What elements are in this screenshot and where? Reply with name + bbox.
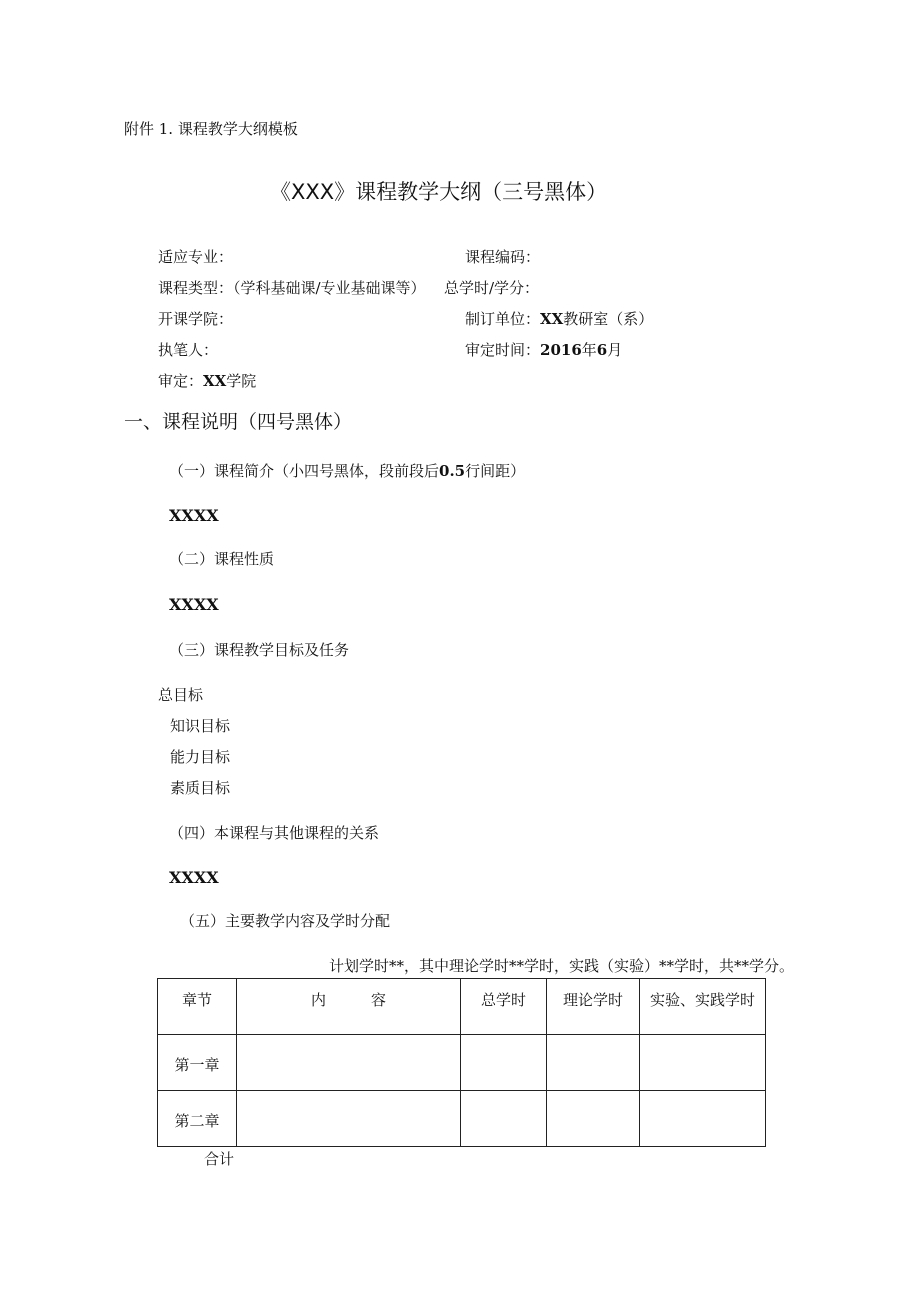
review-time-prefix: 审定时间：	[465, 341, 541, 359]
theory-cell	[547, 1091, 640, 1147]
info-major: 适应专业：	[158, 248, 234, 266]
chapter-cell: 第二章	[158, 1091, 237, 1147]
subsection-intro	[169, 464, 525, 479]
review-year-unit: 年	[581, 341, 597, 359]
schedule-table	[157, 978, 766, 1147]
approver-suffix: 学院	[226, 372, 257, 390]
theory-cell	[547, 1035, 640, 1091]
review-month-unit: 月	[607, 341, 623, 359]
section-heading: 一、课程说明（四号黑体）	[124, 411, 353, 433]
info-unit-prefix: 制订单位：	[465, 310, 541, 328]
sub1-bold: 0.5	[439, 462, 466, 480]
placeholder-text: XXXX	[169, 868, 219, 887]
info-course-type: 课程类型：（学科基础课/专业基础课等）	[158, 279, 426, 297]
table-row	[158, 1091, 766, 1147]
subsection-relations: （四）本课程与其他课程的关系	[169, 824, 380, 842]
header-total-hours: 总学时	[461, 979, 547, 1035]
info-hours-credits: 总学时/学分：	[444, 279, 540, 297]
approver-prefix: 审定：	[158, 372, 204, 390]
goal-total: 总目标	[158, 686, 204, 704]
plan-note: 计划学时**，其中理论学时**学时，实践（实验）**学时，共**学分。	[329, 957, 795, 975]
info-author: 执笔人：	[158, 341, 219, 359]
approver-bold: XX	[203, 372, 227, 390]
total-cell	[461, 1035, 547, 1091]
goal-knowledge: 知识目标	[170, 717, 231, 735]
table-header-row	[158, 979, 766, 1035]
info-approver	[158, 374, 256, 389]
attachment-label: 附件 1. 课程教学大纲模板	[124, 120, 298, 138]
sub1-suffix: 行间距）	[465, 462, 526, 480]
table-total-label: 合计	[204, 1150, 235, 1168]
total-cell	[461, 1091, 547, 1147]
page-title: 《XXX》课程教学大纲（三号黑体）	[270, 180, 608, 204]
review-month: 6	[596, 341, 608, 359]
info-course-code: 课程编码：	[465, 248, 541, 266]
goal-quality: 素质目标	[170, 779, 231, 797]
goal-ability: 能力目标	[170, 748, 231, 766]
subsection-content-hours: （五）主要教学内容及学时分配	[180, 912, 391, 930]
info-unit-bold: XX	[540, 310, 564, 328]
practice-cell	[640, 1035, 766, 1091]
subsection-goals: （三）课程教学目标及任务	[169, 641, 350, 659]
info-review-time	[465, 343, 622, 358]
placeholder-text: XXXX	[169, 595, 219, 614]
info-unit	[465, 312, 653, 327]
table-row	[158, 1035, 766, 1091]
chapter-cell: 第一章	[158, 1035, 237, 1091]
info-college: 开课学院：	[158, 310, 234, 328]
content-cell	[237, 1091, 461, 1147]
header-content: 内 容	[237, 979, 461, 1035]
content-cell	[237, 1035, 461, 1091]
header-chapter: 章节	[158, 979, 237, 1035]
info-unit-suffix: 教研室（系）	[563, 310, 654, 328]
review-year: 2016	[540, 341, 582, 359]
header-theory-hours: 理论学时	[547, 979, 640, 1035]
subsection-nature: （二）课程性质	[169, 550, 275, 568]
placeholder-text: XXXX	[169, 506, 219, 525]
practice-cell	[640, 1091, 766, 1147]
header-practice-hours: 实验、实践学时	[640, 979, 766, 1035]
sub1-prefix: （一）课程简介（小四号黑体，段前段后	[169, 462, 440, 480]
